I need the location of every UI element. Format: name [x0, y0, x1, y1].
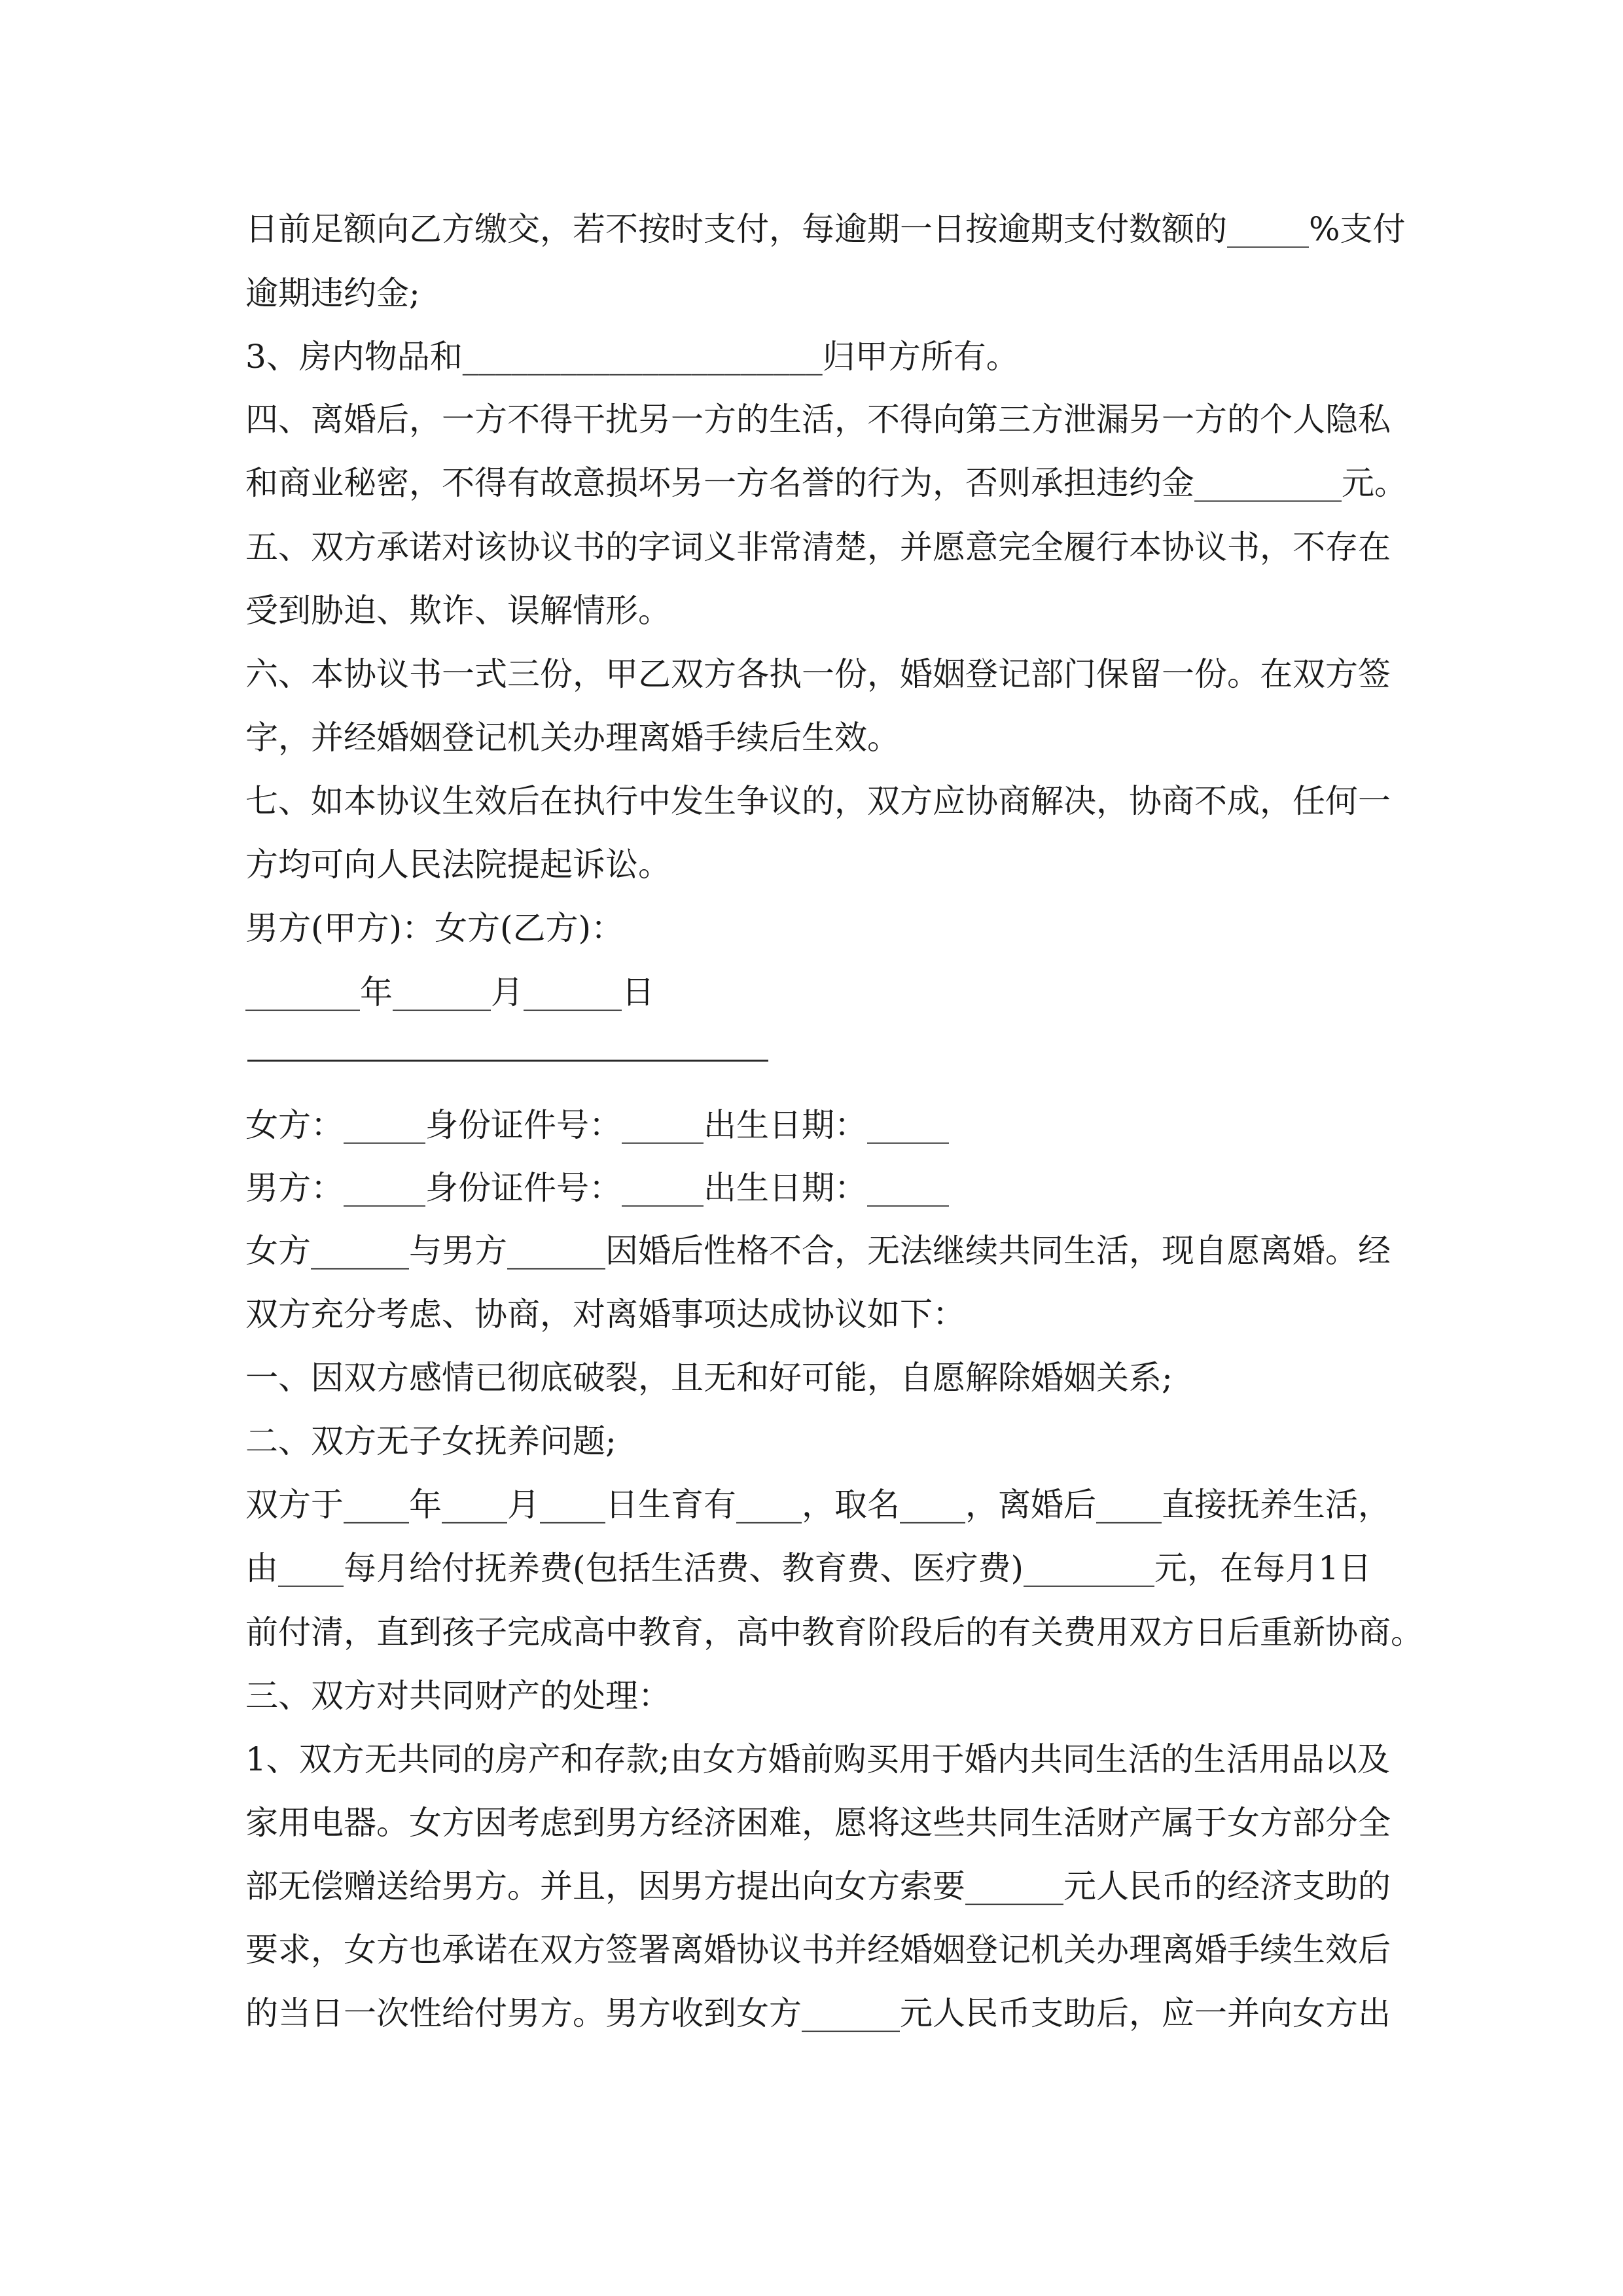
text-line: 家用电器。女方因考虑到男方经济困难，愿将这些共同生活财产属于女方部分全	[245, 1804, 1391, 1842]
text-line: 男方(甲方)：女方(乙方)：	[245, 909, 624, 947]
text-line: 双方充分考虑、协商，对离婚事项达成协议如下：	[245, 1295, 965, 1333]
text-line: 六、本协议书一式三份，甲乙双方各执一份，婚姻登记部门保留一份。在双方签	[245, 655, 1391, 693]
text-line: 五、双方承诺对该协议书的字词义非常清楚，并愿意完全履行本协议书，不存在	[245, 528, 1391, 566]
text-line: 二、双方无子女抚养问题;	[245, 1422, 616, 1460]
text-line: 四、离婚后，一方不得干扰另一方的生活，不得向第三方泄漏另一方的个人隐私	[245, 401, 1391, 439]
text-line: 逾期违约金;	[245, 274, 420, 312]
text-line: 三、双方对共同财产的处理：	[245, 1677, 671, 1715]
text-line: 方均可向人民法院提起诉讼。	[245, 846, 671, 884]
separator-rule	[247, 1060, 768, 1062]
text-line: 女方：_____身份证件号：_____出生日期：_____	[245, 1106, 949, 1144]
text-line: 和商业秘密，不得有故意损坏另一方名誉的行为，否则承担违约金_________元。	[245, 464, 1407, 502]
text-line: 双方于____年____月____日生育有____，取名____，离婚后____直接抚养生活，	[245, 1486, 1391, 1524]
text-line: 一、因双方感情已彻底破裂，且无和好可能，自愿解除婚姻关系;	[245, 1359, 1173, 1397]
text-line: 男方：_____身份证件号：_____出生日期：_____	[245, 1169, 949, 1207]
text-line: 部无偿赠送给男方。并且，因男方提出向女方索要______元人民币的经济支助的	[245, 1867, 1391, 1905]
text-line: 女方______与男方______因婚后性格不合，无法继续共同生活，现自愿离婚。经	[245, 1232, 1391, 1270]
text-line: 七、如本协议生效后在执行中发生争议的，双方应协商解决，协商不成，任何一	[245, 782, 1391, 820]
text-line: 日前足额向乙方缴交，若不按时支付，每逾期一日按逾期支付数额的_____%支付	[245, 210, 1406, 248]
text-line: 要求，女方也承诺在双方签署离婚协议书并经婚姻登记机关办理离婚手续生效后	[245, 1931, 1391, 1969]
text-line: 由____每月给付抚养费(包括生活费、教育费、医疗费)________元，在每月1日	[245, 1549, 1372, 1587]
text-line: 3、房内物品和______________________归甲方所有。	[245, 338, 1019, 376]
text-line: _______年______月______日	[245, 973, 654, 1011]
text-line: 受到胁迫、欺诈、误解情形。	[245, 592, 671, 630]
text-line: 的当日一次性给付男方。男方收到女方______元人民币支助后，应一并向女方出	[245, 1994, 1391, 2032]
text-line: 前付清，直到孩子完成高中教育，高中教育阶段后的有关费用双方日后重新协商。	[245, 1613, 1423, 1651]
text-line: 字，并经婚姻登记机关办理离婚手续后生效。	[245, 719, 900, 757]
text-line: 1、双方无共同的房产和存款;由女方婚前购买用于婚内共同生活的生活用品以及	[245, 1740, 1390, 1778]
